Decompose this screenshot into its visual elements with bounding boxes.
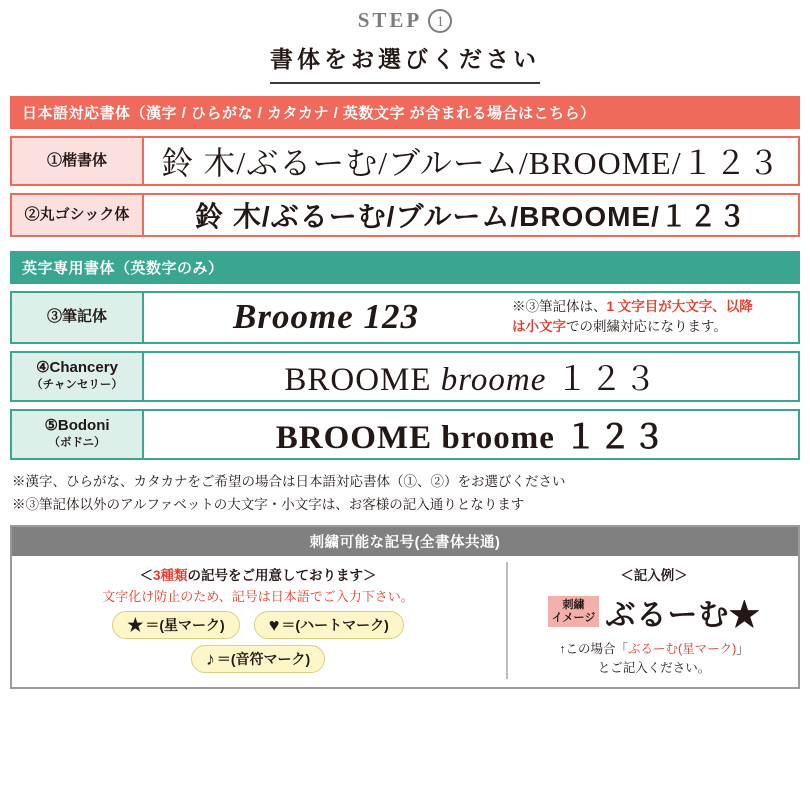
font-row-maru-gothic[interactable] [10,193,800,237]
font-row-sample [144,411,798,458]
notes-block [12,470,798,517]
step-number-badge: 1 [428,9,452,33]
symbol-example-panel [516,562,792,679]
example-caption [516,640,792,678]
font-row-bodoni[interactable] [10,409,800,460]
symbol-title-pre: ＜ [139,567,153,583]
sample-text-maru-gothic: 鈴 木/ぶるーむ/ブルーム/BROOME/１２３ [195,201,747,232]
example-caption-pre: ↑この場合「 [559,641,628,656]
sample-text-bodoni [276,411,666,458]
example-embroidery-text: ぶるーむ★ [605,598,761,632]
example-caption-post: 」 [736,641,749,656]
symbol-chip-note [191,645,325,673]
note-line-2: ※③筆記体以外のアルファベットの大文字・小文字は、お客様の記入通りとなります [12,497,525,513]
script-note [508,293,798,342]
symbol-chip-heart [254,611,404,639]
english-font-rows [10,291,800,460]
script-note-part2: 1 文字目が大文字、以降 [606,299,753,314]
japanese-section-bar: 日本語対応書体（漢字 / ひらがな / カタカナ / 英数文字 が含まれる場合はこちら） [10,96,800,129]
sample-upper: BROOME [284,361,432,398]
font-row-script[interactable] [10,291,800,344]
font-row-label-sub: （ボドニ） [48,437,106,450]
note-line-1: ※漢字、ひらがな、カタカナをご希望の場合は日本語対応書体（①、②）をお選びください [12,473,566,489]
music-note-icon: ♪ [205,648,215,669]
symbol-box-header: 刺繍可能な記号(全書体共通) [12,527,798,556]
step-word: STEP [357,8,423,32]
symbol-warning-text: 文字化け防止のため、記号は日本語でご入力下さい。 [102,588,414,604]
script-note-part3: は小文字 [512,319,566,335]
sample-text-kaisho: 鈴 木/ぶるーむ/ブルーム/BROOME/１２３ [161,145,781,181]
font-row-label [12,411,144,458]
font-row-label-main: ④Chancery [36,359,118,377]
symbol-list-title [18,564,498,584]
symbol-title-count: 3種類 [152,567,188,583]
sample-text-chancery [284,353,657,400]
font-row-sample [144,353,798,400]
script-note-part1: ※③筆記体は、 [512,299,607,314]
sample-text-script: Broome 123 [233,297,419,337]
example-line [516,590,792,634]
symbol-box-divider [506,562,508,679]
symbol-chip-star [112,611,239,639]
symbol-list-panel [18,562,498,679]
embroidery-image-tag [548,596,600,627]
symbol-box [10,525,800,689]
script-note-part4: での刺繍対応になります。 [566,319,727,335]
sample-number: １２３ [555,361,658,398]
font-row-sample [144,195,798,235]
font-row-sample [144,293,508,342]
symbol-chip-label: ＝(音符マーク) [216,650,311,667]
example-caption-hl: ぶるーむ(星マーク) [627,641,737,656]
symbol-title-post: の記号をご用意しております＞ [187,567,377,583]
example-caption-line2: とご記入ください。 [597,660,711,675]
font-row-label: ②丸ゴシック体 [12,195,144,235]
font-row-label: ①楷書体 [12,138,144,184]
font-row-label-main: ⑤Bodoni [44,417,110,435]
font-row-label-sub: （チャンセリー） [31,379,123,392]
font-row-label: ③筆記体 [12,293,144,342]
sample-lower: broome [441,419,555,456]
symbol-chip-row-1 [18,611,498,639]
font-row-kaisho[interactable] [10,136,800,186]
font-row-sample [144,138,798,184]
example-title: ＜記入例＞ [620,567,688,583]
symbol-chip-label: ＝(星マーク) [145,616,225,633]
sample-lower: broome [440,361,547,398]
font-row-label [12,353,144,400]
step-header [0,0,810,84]
heart-icon: ♥ [268,614,280,635]
embroidery-tag-line2: イメージ [551,611,596,624]
japanese-font-rows [10,136,800,237]
sample-upper: BROOME [275,419,433,456]
sample-number: １２３ [564,419,667,456]
embroidery-tag-line1: 刺繍 [562,599,585,612]
star-icon: ★ [127,614,144,635]
font-row-chancery[interactable] [10,351,800,402]
page-title: 書体をお選びください [270,41,540,84]
symbol-chip-row-2 [18,645,498,673]
symbol-chip-label: ＝(ハートマーク) [281,616,389,633]
english-section-bar: 英字専用書体（英数字のみ） [10,251,800,284]
